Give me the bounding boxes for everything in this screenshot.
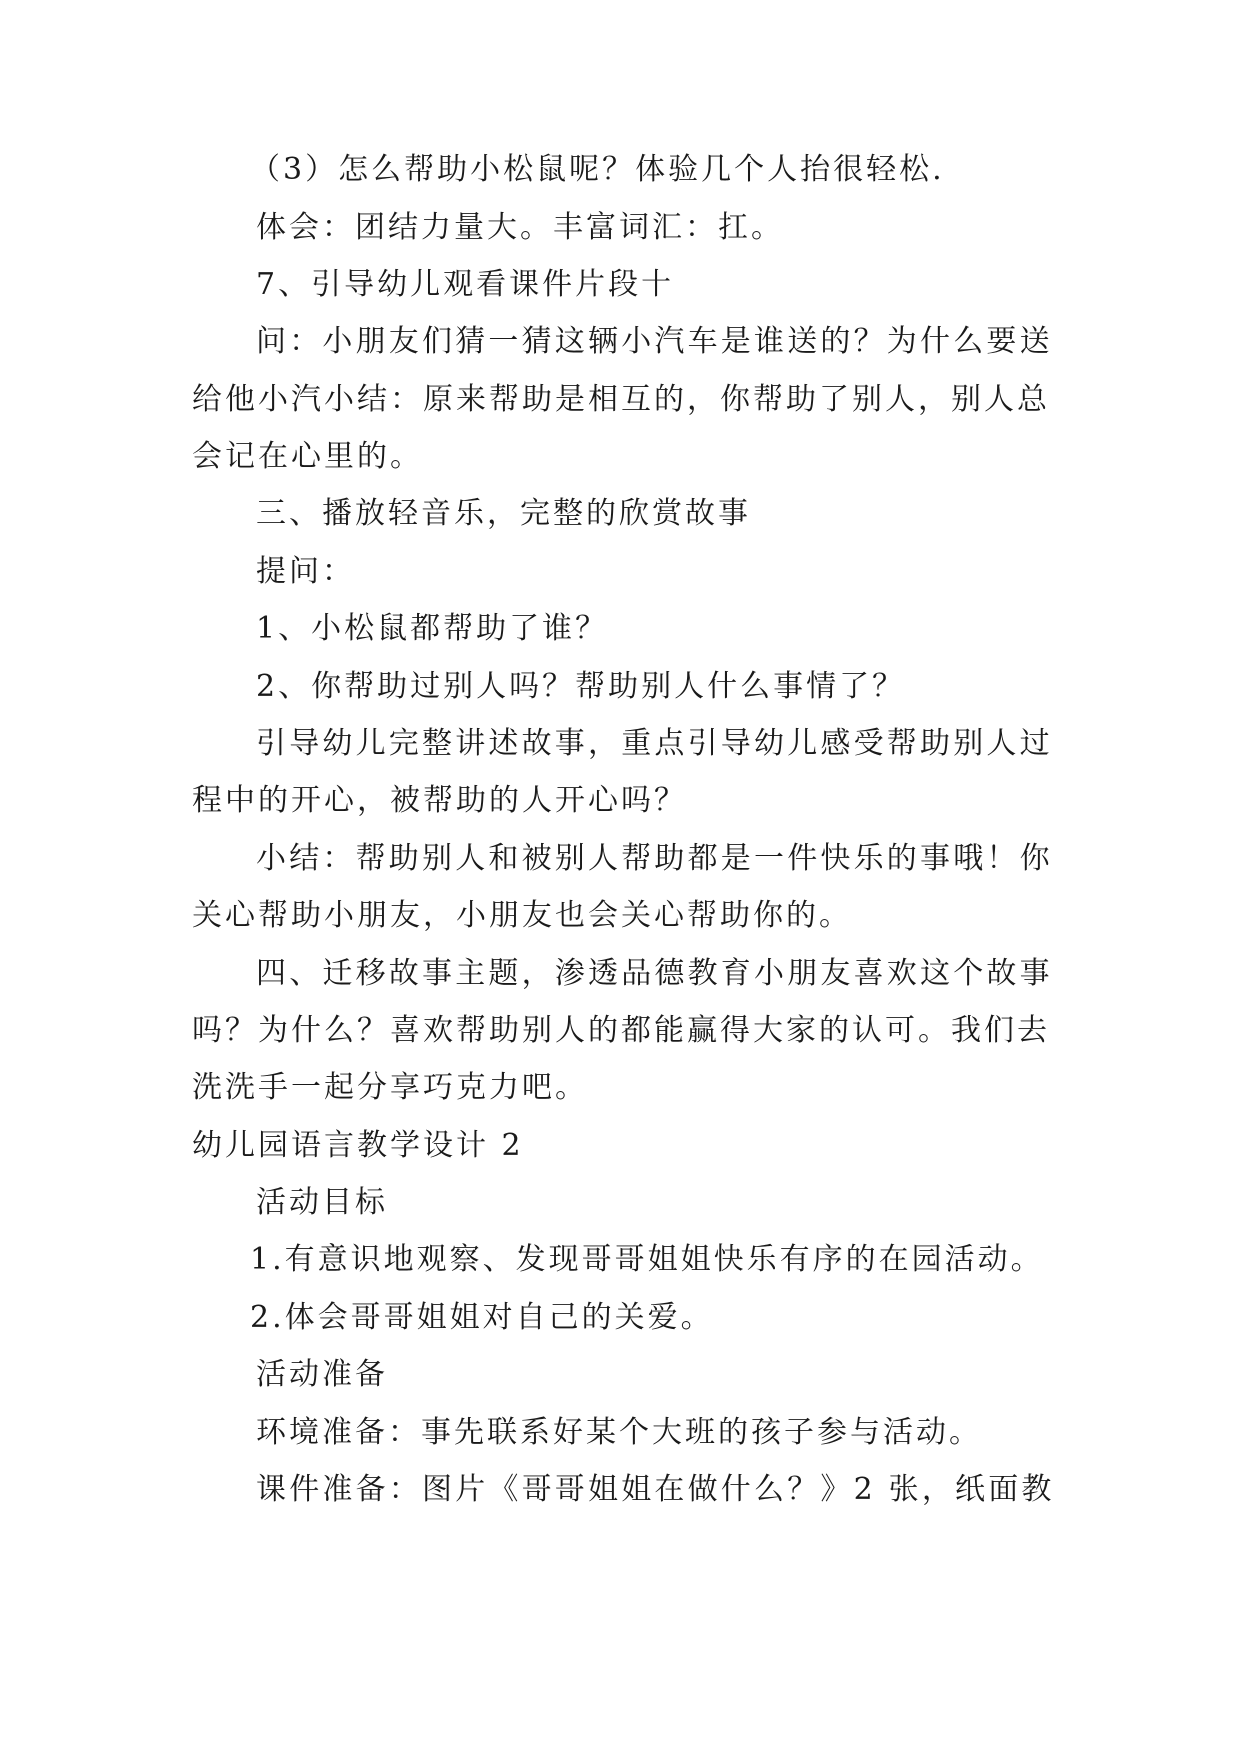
paragraph-line: 体会：团结力量大。丰富词汇：扛。 — [256, 210, 784, 245]
paragraph-line: 问：小朋友们猜一猜这辆小汽车是谁送的？为什么要送 — [256, 324, 1053, 359]
paragraph-line: 环境准备：事先联系好某个大班的孩子参与活动。 — [256, 1415, 982, 1450]
paragraph-line: 活动目标 — [256, 1185, 388, 1220]
paragraph-line: 关心帮助小朋友，小朋友也会关心帮助你的。 — [192, 898, 852, 933]
paragraph-line: 提问： — [256, 554, 355, 589]
paragraph-line: 洗洗手一起分享巧克力吧。 — [192, 1070, 588, 1105]
paragraph-line: 引导幼儿完整讲述故事，重点引导幼儿感受帮助别人过 — [256, 726, 1053, 761]
paragraph-line: 四、迁移故事主题，渗透品德教育小朋友喜欢这个故事 — [256, 956, 1053, 991]
paragraph-line: 1.有意识地观察、发现哥哥姐姐快乐有序的在园活动。 — [250, 1242, 1044, 1277]
paragraph-line: 小结：帮助别人和被别人帮助都是一件快乐的事哦！你 — [256, 841, 1053, 876]
paragraph-line: 7、引导幼儿观看课件片段十 — [256, 267, 675, 302]
paragraph-line: 课件准备：图片《哥哥姐姐在做什么？》2 张，纸面教 — [256, 1472, 1055, 1507]
paragraph-line: 给他小汽小结：原来帮助是相互的，你帮助了别人，别人总 — [192, 382, 1050, 417]
paragraph-line: 2、你帮助过别人吗？帮助别人什么事情了？ — [256, 669, 906, 704]
paragraph-line: 会记在心里的。 — [192, 439, 423, 474]
paragraph-line: 活动准备 — [256, 1357, 388, 1392]
paragraph-line: 三、播放轻音乐，完整的欣赏故事 — [256, 496, 751, 531]
paragraph-line: 1、小松鼠都帮助了谁？ — [256, 611, 609, 646]
section-heading: 幼儿园语言教学设计 2 — [192, 1128, 524, 1163]
paragraph-line: （3）怎么帮助小松鼠呢？体验几个人抬很轻松. — [250, 152, 945, 187]
paragraph-line: 吗？为什么？喜欢帮助别人的都能赢得大家的认可。我们去 — [192, 1013, 1050, 1048]
paragraph-line: 2.体会哥哥姐姐对自己的关爱。 — [250, 1300, 714, 1335]
paragraph-line: 程中的开心，被帮助的人开心吗？ — [192, 783, 687, 818]
